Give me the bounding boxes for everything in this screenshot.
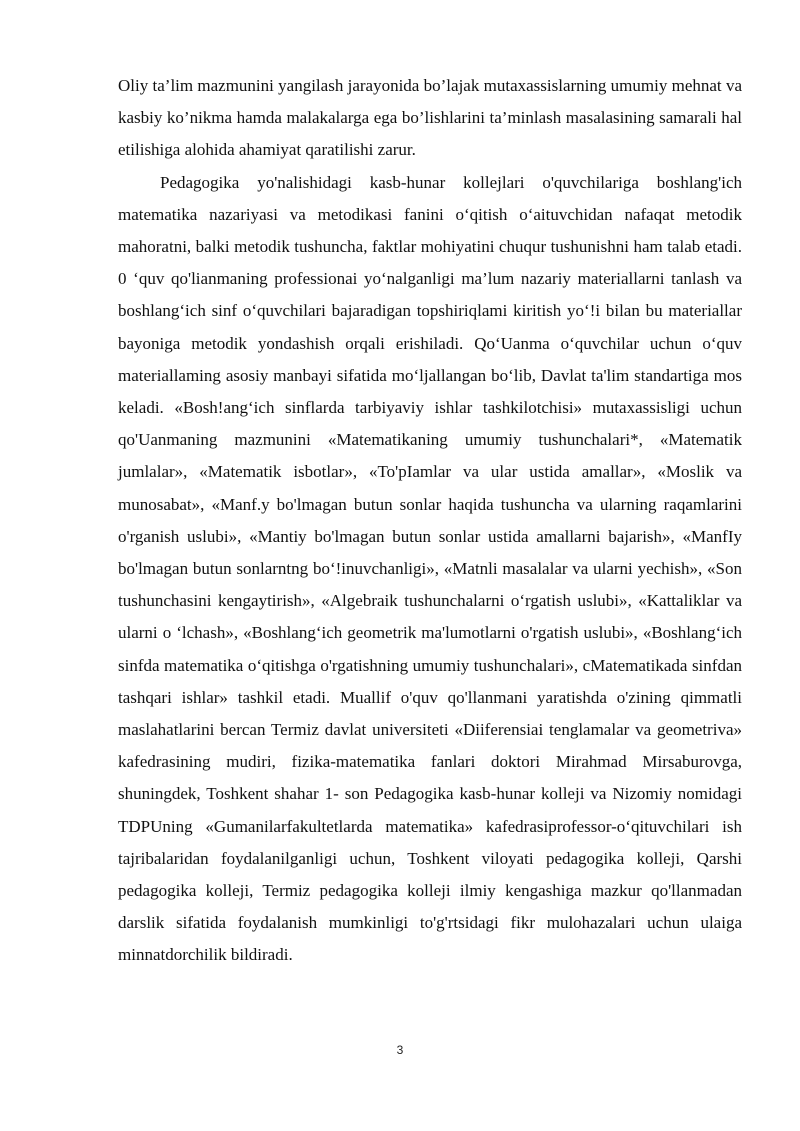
page-number: 3	[396, 1043, 404, 1057]
paragraph-main: Pedagogika yo'nalishidagi kasb-hunar kollejlari o'quvchilariga boshlang'ich matematika nazariyasi va metodikasi fanini o‘qitish o‘aituvchidan nafaqat metodik mahoratni, balki metodik tushuncha, faktlar mohiyatini chuqur tushunishni ham talab etadi. 0 ‘quv qo'lianmaning professionai yo‘nalganligi ma’lum nazariy materiallarni tanlash va boshlang‘ich sinf o‘quvchilari bajaradigan topshiriqlami kiritish yo‘!i bilan bu materiallar bayoniga metodik yondashish orqali erishiladi. Qo‘Uanma o‘quvchilar uchun o‘quv materiallaming asosiy manbayi sifatida mo‘ljallangan bo‘lib, Davlat ta'lim standartiga mos keladi. «Bosh!ang‘ich sinflarda tarbiyaviy ishlar tashkilotchisi» mutaxassisligi uchun qo'Uanmaning mazmunini «Matematikaning umumiy tushunchalari*, «Matematik jumlalar», «Matematik isbotlar», «To'pIamlar va ular ustida amallar», «Moslik va munosabat», «Manf.y bo'lmagan butun sonlar haqida tushuncha va ularning raqamlarini o'rganish uslubi», «Mantiy bo'lmagan butun sonlar ustida amallarni bajarish», «ManfIy bo'lmagan butun sonlarntng bo‘!inuvchanligi», «Matnli masalalar va ularni yechish», «Son tushunchasini kengaytirish», «Algebraik tushunchalarni o‘rgatish uslubi», «Kattaliklar va ularni o ‘lchash», «Boshlang‘ich geometrik ma'lumotlarni o'rgatish uslubi», «Boshlang‘ich sinfda matematika o‘qitishga o'rgatishning umumiy tushunchalari», cMatematikada sinfdan tashqari ishlar» tashkil etadi. Muallif o'quv qo'llanmani yaratishda o'zining qimmatli maslahatlarini bercan Termiz davlat universiteti «Diiferensiai tenglamalar va geometriva» kafedrasining mudiri, fizika-matematika fanlari doktori Mirahmad Mirsaburovga, shuningdek, Toshkent shahar 1- son Pedagogika kasb-hunar kolleji va Nizomiy nomidagi TDPUning «Gumanilarfakultetlarda matematika» kafedrasiprofessor-o‘qituvchilari ish tajribalaridan foydalanilganligi uchun, Toshkent viloyati pedagogika kolleji, Qarshi pedagogika kolleji, Termiz pedagogika kolleji ilmiy kengashiga mazkur qo'llanmadan darslik sifatida foydalanish mumkinligi to'g'rtsidagi fikr mulohazalari uchun ulaiga minnatdorchilik bildiradi.	[118, 172, 742, 965]
document-body	[118, 70, 742, 972]
paragraph-intro: Oliy ta’lim mazmunini yangilash jarayonida bo’lajak mutaxassislarning umumiy mehnat va kasbiy ko’nikma hamda malakalarga ega bo’lishlarini ta’minlash masalasining samarali hal etilishiga alohida ahamiyat qaratilishi zarur.	[118, 76, 742, 160]
